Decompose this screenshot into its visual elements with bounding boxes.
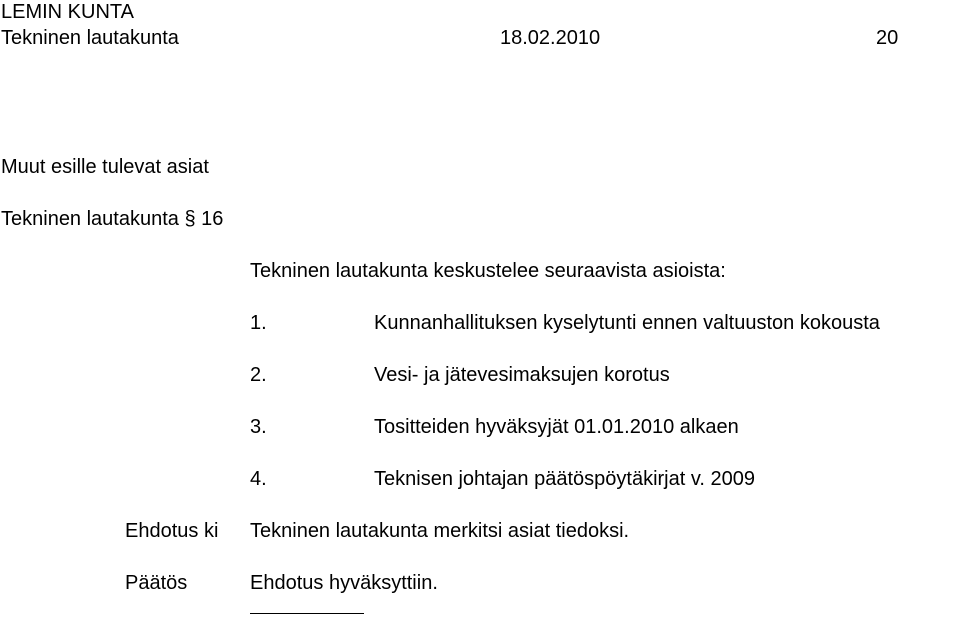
item-number: 4. — [250, 468, 267, 490]
proposal-label: Ehdotus ki — [125, 520, 219, 542]
meeting-date: 18.02.2010 — [500, 27, 601, 49]
board-name: Tekninen lautakunta — [1, 27, 179, 49]
decision-label: Päätös — [125, 572, 188, 594]
intro-text: Tekninen lautakunta keskustelee seuraavista asioista: — [250, 260, 726, 282]
item-text: Kunnanhallituksen kyselytunti ennen valtuuston kokousta — [374, 312, 880, 334]
municipality-name: LEMIN KUNTA — [1, 1, 134, 23]
section-heading: Muut esille tulevat asiat — [1, 156, 209, 178]
signature-divider — [250, 613, 364, 614]
item-text: Vesi- ja jätevesimaksujen korotus — [374, 364, 670, 386]
item-number: 2. — [250, 364, 267, 386]
decision-text: Ehdotus hyväksyttiin. — [250, 572, 438, 594]
item-text: Teknisen johtajan päätöspöytäkirjat v. 2009 — [374, 468, 755, 490]
paragraph-reference: Tekninen lautakunta § 16 — [1, 208, 224, 230]
proposal-text: Tekninen lautakunta merkitsi asiat tiedoksi. — [250, 520, 630, 542]
item-text: Tositteiden hyväksyjät 01.01.2010 alkaen — [374, 416, 739, 438]
item-number: 3. — [250, 416, 267, 438]
item-number: 1. — [250, 312, 267, 334]
page-number: 20 — [876, 27, 899, 49]
